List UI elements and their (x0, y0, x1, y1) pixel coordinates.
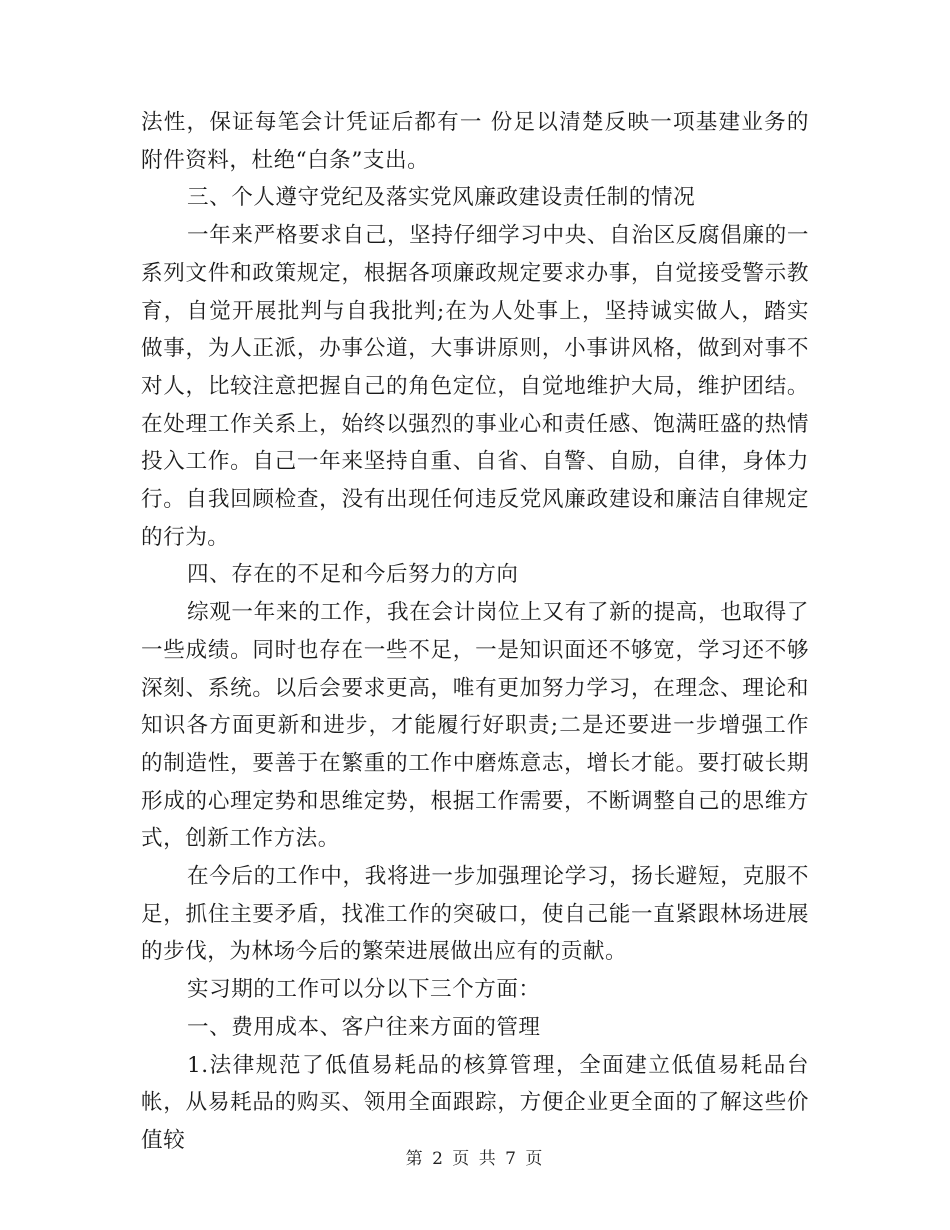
document-body (141, 104, 809, 1160)
paragraph-5: 综观一年来的工作，我在会计岗位上又有了新的提高，也取得了一些成绩。同时也存在一些不足，一是知识面还不够宽，学习还不够深刻、系统。以后会要求更高，唯有更加努力学习，在理念、理论和知识各方面更新和进步，才能履行好职责;二是还要进一步增强工作的制造性，要善于在繁重的工作中磨炼意志，增长才能。要打破长期形成的心理定势和思维定势，根据工作需要，不断调整自己的思维方式，创新工作方法。 (141, 600, 809, 852)
section-heading-1: 一、费用成本、客户往来方面的管理 (187, 1014, 541, 1040)
section-heading-4: 四、存在的不足和今后努力的方向 (187, 562, 519, 588)
section-heading-3: 三、个人遵守党纪及落实党风廉政建设责任制的情况 (187, 185, 696, 211)
paragraph-1: 法性，保证每笔会计凭证后都有一 份足以清楚反映一项基建业务的附件资料，杜绝“白条”支出。 (141, 110, 809, 173)
page-number-footer: 第 2 页 共 7 页 (405, 1149, 545, 1169)
paragraph-7: 实习期的工作可以分以下三个方面： (187, 977, 541, 1003)
paragraph-9: 1.法律规范了低值易耗品的核算管理，全面建立低值易耗品台帐，从易耗品的购买、领用全面跟踪，方便企业更全面的了解这些价值较 (141, 1052, 809, 1153)
paragraph-6: 在今后的工作中，我将进一步加强理论学习，扬长避短，克服不足，抓住主要矛盾，找准工作的突破口，使自己能一直紧跟林场进展的步伐，为林场今后的繁荣进展做出应有的贡献。 (141, 864, 809, 965)
paragraph-3: 一年来严格要求自己，坚持仔细学习中央、自治区反腐倡廉的一系列文件和政策规定，根据各项廉政规定要求办事，自觉接受警示教育，自觉开展批判与自我批判;在为人处事上，坚持诚实做人，踏实做事，为人正派，办事公道，大事讲原则，小事讲风格，做到对事不对人，比较注意把握自己的角色定位，自觉地维护大局，维护团结。在处理工作关系上，始终以强烈的事业心和责任感、饱满旺盛的热情投入工作。自己一年来坚持自重、自省、自警、自励，自律，身体力行。自我回顾检查，没有出现任何违反党风廉政建设和廉洁自律规定的行为。 (141, 223, 809, 550)
